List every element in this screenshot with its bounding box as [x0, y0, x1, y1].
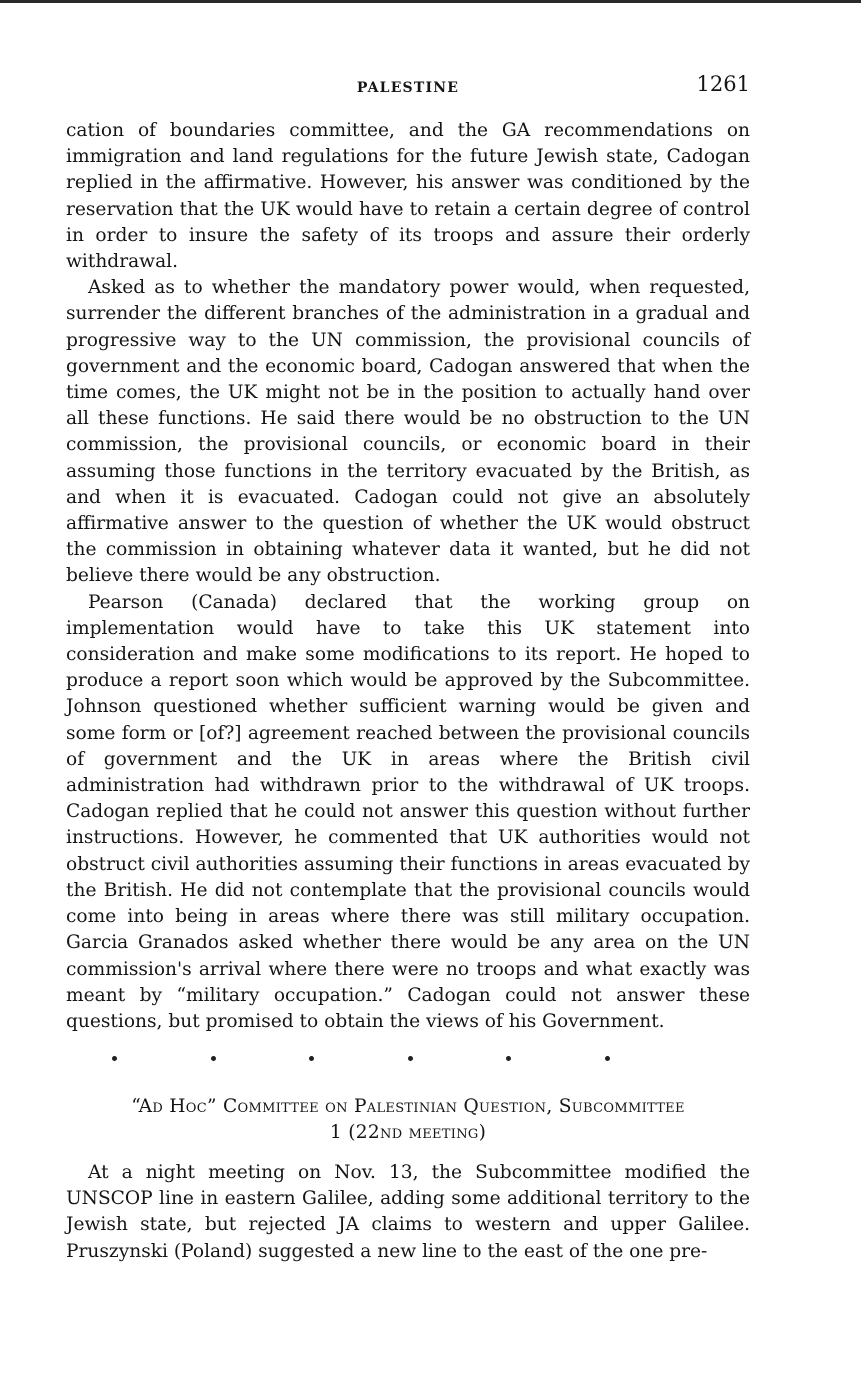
omission-dot — [211, 1056, 216, 1061]
running-header — [66, 72, 750, 102]
page-number: 1261 — [696, 72, 750, 96]
omission-dots — [66, 1048, 750, 1068]
running-title: PALESTINE — [356, 80, 460, 96]
page-top-border — [0, 0, 861, 3]
omission-dot — [408, 1056, 413, 1061]
body-text — [66, 118, 750, 1035]
section-heading-line2: 1 (22nd meeting) — [329, 1122, 487, 1143]
paragraph-mandatory-power: Asked as to whether the mandatory power would, when requested, surrender the different branches of the administration in a gradual and progressive way to the UN commission, the provisional councils of government and the economic board, Cadogan answered that when the time comes, the UK might not be in the position to actually hand over all these functions. He said there would be no obstruction to the UN commission, the provisional councils, or economic board in their assuming those functions in the territory evacuated by the British, as and when it is evacuated. Cadogan could not give an absolutely affirmative answer to the question of whether the UK would obstruct the commission in obtaining whatever data it wanted, but he did not believe there would be any obstruction. — [66, 277, 750, 587]
paragraph-night-meeting: At a night meeting on Nov. 13, the Subcommittee modified the UNSCOP line in eastern Galilee, adding some additional territory to the Jewish state, but rejected JA claims to western and upper Galilee. Pruszynski (Poland) suggested a new line to the east of the one pre- — [66, 1162, 750, 1262]
omission-dot — [309, 1056, 314, 1061]
section-heading-line1: “Ad Hoc” Committee on Palestinian Question, Subcommittee — [131, 1096, 685, 1117]
paragraph-pearson: Pearson (Canada) declared that the working group on implementation would have to take this UK statement into consideration and make some modifications to its report. He hoped to produce a report soon which would be approved by the Subcommittee. Johnson questioned whether sufficient warning would be given and some form or [of?] agreement reached between the provisional councils of government and the UK in areas where the British civil administration had withdrawn prior to the withdrawal of UK troops. Cadogan replied that he could not answer this question without further instructions. However, he commented that UK authorities would not obstruct civil authorities assuming their functions in areas evacuated by the British. He did not contemplate that the provisional councils would come into being in areas where there was still military occupation. Garcia Granados asked whether there would be any area on the UN commission's arrival where there were no troops and what exactly was meant by “military occupation.” Cadogan could not answer these questions, but promised to obtain the views of his Government. — [66, 591, 750, 1032]
section-heading — [66, 1094, 750, 1146]
section-body — [66, 1160, 750, 1265]
paragraph-continuation: cation of boundaries committee, and the GA recommendations on immigration and land regulations for the future Jewish state, Cadogan replied in the affirmative. However, his answer was conditioned by the reservation that the UK would have to retain a certain degree of control in order to insure the safety of its troops and assure their orderly withdrawal. — [66, 120, 750, 273]
omission-dot — [112, 1056, 117, 1061]
omission-dot — [605, 1056, 610, 1061]
omission-dot — [506, 1056, 511, 1061]
